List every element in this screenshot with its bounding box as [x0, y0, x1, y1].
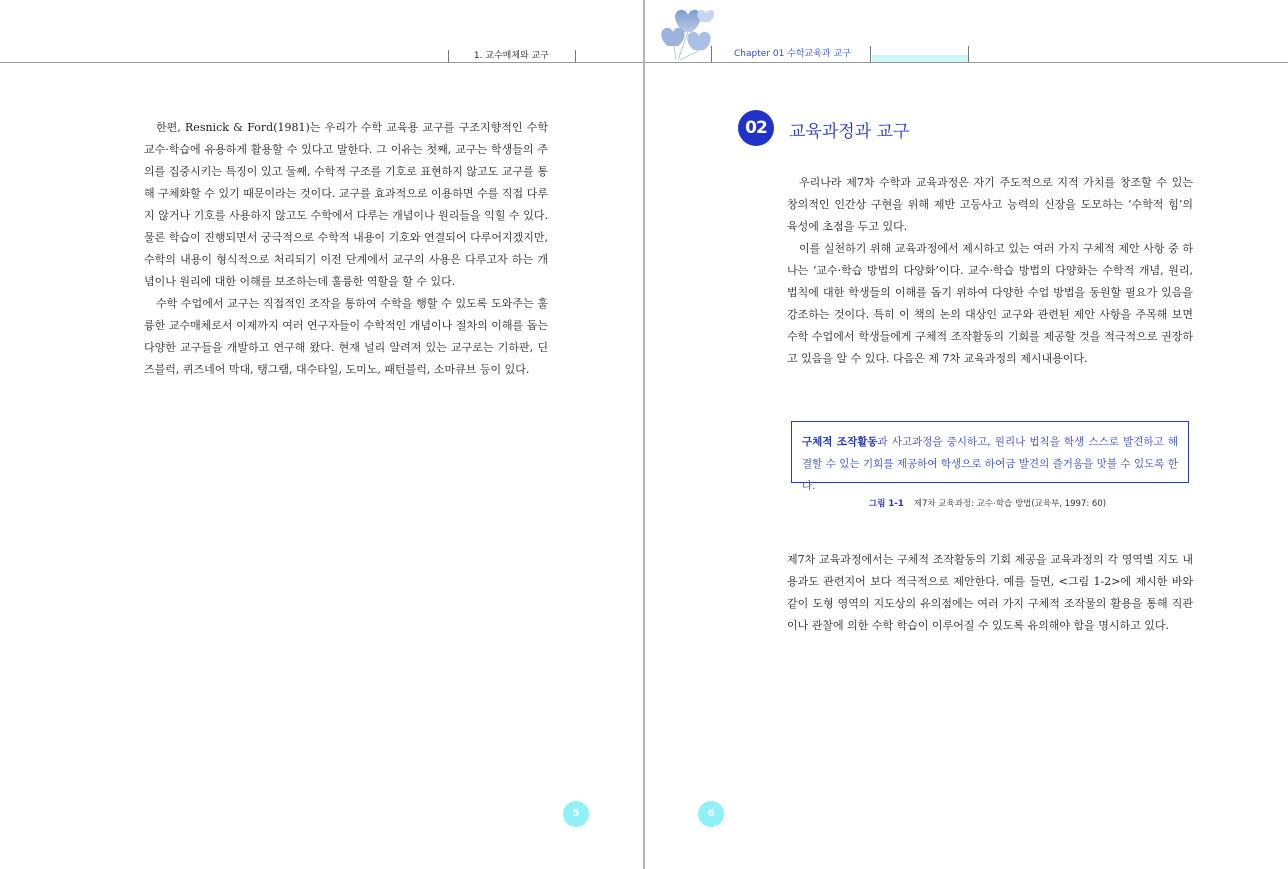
- right-page-body: [787, 172, 1193, 370]
- right-running-header: Chapter 01 수학교육과 교구: [711, 46, 871, 62]
- left-paragraph-2: 수학 수업에서 교구는 직접적인 조작을 통하여 수학을 행할 수 있도록 도와주는 훌륭한 교수매체로서 이제까지 여러 연구자들이 수학적인 개념이나 절차의 이해를 돕는 다양한 교구들을 개발하고 연구해 왔다. 현재 널리 알려져 있는 교구로는 기하판, 딘즈블럭, 퀴즈네어 막대, 탱그램, 대수타일, 도미노, 패턴블럭, 소마큐브 등이 있다.: [144, 297, 548, 376]
- right-paragraph-3: 제7차 교육과정에서는 구체적 조작활동의 기회 제공을 교육과정의 각 영역별 지도 내용과도 관련지어 보다 적극적으로 제안한다. 예를 들면, <그림 1-2>에 제시한 바와 같이 도형 영역의 지도상의 유의점에는 여러 가지 구체적 조작물의 활용을 통해 직관이나 관찰에 의한 수학 학습이 이루어질 수 있도록 유의해야 함을 명시하고 있다.: [787, 553, 1193, 632]
- figure-caption: [869, 497, 1106, 509]
- header-tab-accent: [872, 55, 968, 62]
- figure-caption-label: 그림 1-1: [869, 499, 904, 509]
- left-page-body: [144, 117, 548, 381]
- curriculum-quote-box: [791, 421, 1189, 492]
- section-number-badge: 02: [738, 110, 774, 146]
- header-tab-divider: [968, 46, 969, 62]
- page-number-right: 6: [698, 801, 724, 827]
- quote-box-text: 과 사고과정을 중시하고, 원리나 법칙을 학생 스스로 발견하고 해결할 수 있는 기회를 제공하여 학생으로 하여금 발견의 즐거움을 맛볼 수 있도록 한다.: [802, 436, 1178, 492]
- left-paragraph-1: 한편, Resnick & Ford(1981)는 우리가 수학 교육용 교구를 구조지향적인 수학 교수·학습에 유용하게 활용할 수 있다고 말한다. 그 이유는 첫째, 교구는 학생들의 주의를 집중시키는 특징이 있고 둘째, 수학적 구조를 기호로 표현하지 않고도 교구를 통해 구체화할 수 있기 때문이라는 것이다. 교구를 효과적으로 이용하면 수를 직접 다루지 않거나 기호를 사용하지 않고도 수학에서 다루는 개념이나 원리들을 익힐 수 있다. 물론 학습이 진행되면서 궁극적으로 수학적 내용이 기호와 연결되어 다루어지겠지만, 수학의 내용이 형식적으로 처리되기 이전 단계에서 교구의 사용은 다루고자 하는 개념이나 원리에 대한 이해를 보조하는데 훌륭한 역할을 할 수 있다.: [144, 121, 548, 288]
- page-number-left: 5: [563, 801, 589, 827]
- left-running-header: 1. 교수매체와 교구: [448, 50, 576, 62]
- right-page-body-after-figure: [787, 538, 1193, 648]
- right-paragraph-1: 우리나라 제7차 수학과 교육과정은 자기 주도적으로 지적 가치를 창조할 수 있는 창의적인 인간상 구현을 위해 제반 고등사고 능력의 신장을 도모하는 ‘수학적 힘’의 육성에 초점을 두고 있다.: [787, 176, 1193, 233]
- figure-caption-text: 제7차 교육과정: 교수·학습 방법(교육부, 1997: 60): [913, 499, 1107, 509]
- right-paragraph-2: 이를 실천하기 위해 교육과정에서 제시하고 있는 여러 가지 구체적 제안 사항 중 하나는 ‘교수·학습 방법의 다양화’이다. 교수·학습 방법의 다양화는 수학적 개념, 원리, 법칙에 대한 학생들의 이해를 돕기 위하여 다양한 수업 방법을 동원할 필요가 있음을 강조하는 것이다. 특히 이 책의 논의 대상인 교구와 관련된 제안 사항을 주목해 보면 수학 수업에서 학생들에게 구체적 조작활동의 기회를 제공할 것을 적극적으로 권장하고 있음을 알 수 있다. 다음은 제 7차 교육과정의 제시내용이다.: [787, 242, 1193, 365]
- quote-box-emphasis: 구체적 조작활동: [802, 436, 878, 448]
- section-title: 교육과정과 교구: [789, 122, 910, 142]
- spine-line: [643, 0, 645, 869]
